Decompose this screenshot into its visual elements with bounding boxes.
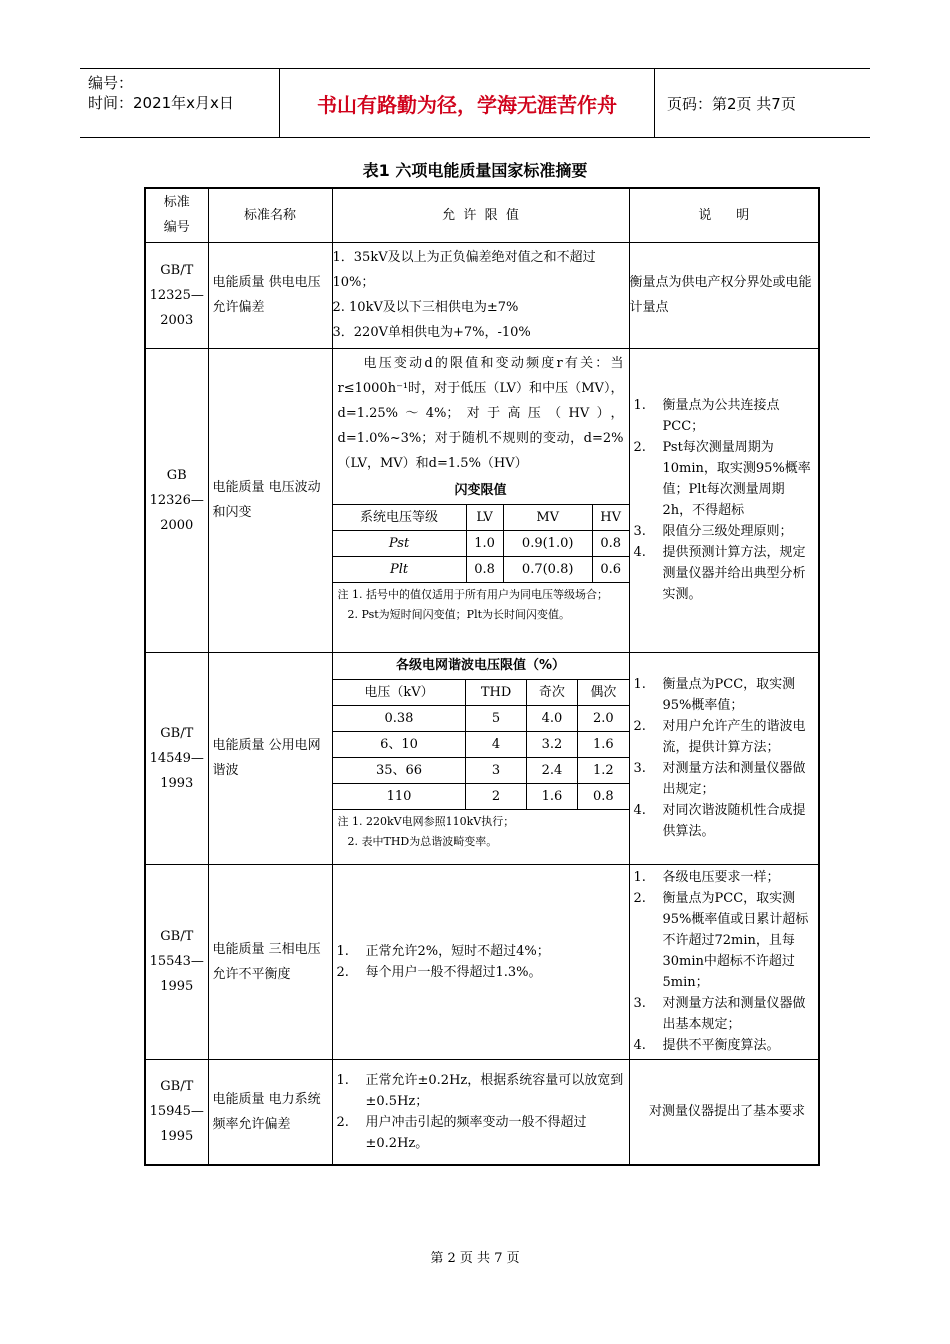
standard-name: 电能质量 电力系统频率允许偏差	[208, 1059, 332, 1165]
subtable-cell: 0.8	[592, 530, 628, 556]
header-meta	[80, 69, 280, 137]
subtable-cell: 110	[333, 783, 466, 809]
desc-list	[630, 867, 819, 1056]
standard-name: 电能质量 电压波动和闪变	[208, 348, 332, 652]
subtable-header: LV	[466, 504, 503, 530]
desc-cell: 衡量点为供电产权分界处或电能计量点	[629, 242, 819, 348]
desc-item: 4. 提供预测计算方法，规定测量仪器并给出典型分析实测。	[633, 545, 806, 602]
desc-item: 2. 衡量点为PCC，取实测95%概率值或日累计超标不许超过72min，且每30min中超标不许超过5min；	[633, 891, 809, 990]
desc-item: 3. 限值分三级处理原则；	[633, 524, 793, 539]
limit-list	[333, 1070, 629, 1154]
note-line: 2. 表中THD为总谐波畸变率。	[347, 834, 498, 848]
standard-code: GB 12326— 2000	[145, 348, 208, 652]
subtable-cell: 6、10	[333, 731, 466, 757]
limit-cell	[332, 348, 629, 652]
subtable-cell: 3	[466, 757, 526, 783]
limit-item: 1. 正常允许±0.2Hz，根据系统容量可以放宽到±0.5Hz；	[336, 1072, 624, 1109]
limit-cell	[332, 864, 629, 1059]
table-row	[145, 652, 819, 864]
col-header-code: 标准 编号	[145, 188, 208, 242]
limit-cell	[332, 242, 629, 348]
table-title: 表1 六项电能质量国家标准摘要	[362, 161, 588, 180]
subtable-title: 各级电网谐波电压限值（%）	[395, 657, 566, 673]
col-header-name: 标准名称	[208, 188, 332, 242]
table-row	[145, 242, 819, 348]
subtable-cell: 0.8	[466, 556, 503, 582]
table-row	[145, 1059, 819, 1165]
time-label: 时间：2021年x月x日	[88, 94, 234, 112]
subtable-cell: 2.4	[526, 757, 578, 783]
subtable-cell: 1.6	[578, 731, 629, 757]
desc-item: 2. 对用户允许产生的谐波电流，提供计算方法；	[633, 719, 806, 755]
subtable-cell: 0.7(0.8)	[503, 556, 592, 582]
col-header-limit: 允 许 限 值	[332, 188, 629, 242]
standards-table	[144, 187, 820, 1166]
limit-list	[333, 941, 629, 983]
limit-item: 1. 正常允许2%，短时不超过4%；	[336, 943, 550, 959]
table-note	[333, 810, 629, 854]
desc-item: 3. 对测量方法和测量仪器做出基本规定；	[633, 996, 806, 1032]
table-row	[145, 348, 819, 652]
standard-name: 电能质量 供电电压允许偏差	[208, 242, 332, 348]
desc-item: 4. 对同次谐波随机性合成提供算法。	[633, 803, 806, 839]
subtable-cell: 0.8	[578, 783, 629, 809]
limit-cell	[332, 1059, 629, 1165]
desc-list	[630, 674, 819, 842]
note-line: 注 1. 220kV电网参照110kV执行；	[337, 814, 515, 828]
desc-item: 3. 对测量方法和测量仪器做出规定；	[633, 761, 806, 797]
standard-name: 电能质量 公用电网谐波	[208, 652, 332, 864]
limit-item: 2. 用户冲击引起的频率变动一般不得超过±0.2Hz。	[336, 1114, 587, 1151]
subtable-cell: 0.38	[333, 705, 466, 731]
standard-code: GB/T 14549— 1993	[145, 652, 208, 864]
desc-item: 1. 衡量点为PCC，取实测95%概率值；	[633, 677, 796, 713]
desc-cell	[629, 652, 819, 864]
note-line: 2. Pst为短时间闪变值；Plt为长时间闪变值。	[347, 607, 571, 621]
subtable-header: 电压（kV）	[333, 679, 466, 705]
subtable-header: 偶次	[578, 679, 629, 705]
desc-cell	[629, 864, 819, 1059]
subtable-cell: 35、66	[333, 757, 466, 783]
col-header-desc: 说 明	[629, 188, 819, 242]
subtable-header: MV	[503, 504, 592, 530]
subtable-header: HV	[592, 504, 628, 530]
subtable-cell: 1.6	[526, 783, 578, 809]
subtable-header: 奇次	[526, 679, 578, 705]
table-header-row	[145, 188, 819, 242]
limit-intro: 电压变动d的限值和变动频度r有关：当r≤1000h⁻¹时，对于低压（LV）和中压（MV），d=1.25%～4%；对于高压（HV），d=1.0%~3%；对于随机不规则的变动，d=2%（LV，MV）和d=1.5%（HV）	[337, 355, 624, 471]
subtable-cell: Plt	[333, 556, 467, 582]
subtable-header: 系统电压等级	[333, 504, 467, 530]
header-motto: 书山有路勤为径，学海无涯苦作舟	[280, 69, 655, 137]
subtable-cell: 2.0	[578, 705, 629, 731]
limit-item: 2. 每个用户一般不得超过1.3%。	[336, 964, 542, 980]
standard-code: GB/T 12325— 2003	[145, 242, 208, 348]
limit-item: 3．220V单相供电为+7%，-10%	[332, 325, 531, 340]
desc-cell: 对测量仪器提出了基本要求	[629, 1059, 819, 1165]
subtable-cell: 4.0	[526, 705, 578, 731]
subtable-header: THD	[466, 679, 526, 705]
subtable-cell: 2	[466, 783, 526, 809]
desc-list	[630, 395, 819, 605]
standard-name: 电能质量 三相电压允许不平衡度	[208, 864, 332, 1059]
subtable-title: 闪变限值	[454, 482, 507, 498]
number-label: 编号：	[88, 74, 134, 92]
page-footer: 第 2 页 共 7 页	[430, 1251, 520, 1266]
desc-cell	[629, 348, 819, 652]
subtable-cell: 1.0	[466, 530, 503, 556]
standard-code: GB/T 15543— 1995	[145, 864, 208, 1059]
subtable-cell: 0.9(1.0)	[503, 530, 592, 556]
subtable-cell: 5	[466, 705, 526, 731]
desc-item: 4. 提供不平衡度算法。	[633, 1038, 780, 1053]
note-line: 注 1. 括号中的值仅适用于所有用户为同电压等级场合；	[337, 587, 608, 601]
standard-code: GB/T 15945— 1995	[145, 1059, 208, 1165]
subtable-cell: 0.6	[592, 556, 628, 582]
flicker-subtable	[333, 504, 629, 583]
subtable-cell: 3.2	[526, 731, 578, 757]
table-row	[145, 864, 819, 1059]
limit-cell	[332, 652, 629, 864]
subtable-cell: Pst	[333, 530, 467, 556]
desc-item: 1. 衡量点为公共连接点PCC；	[633, 398, 780, 434]
subtable-cell: 4	[466, 731, 526, 757]
desc-item: 2. Pst每次测量周期为10min，取实测95%概率值；Plt每次测量周期2h，不得超标	[633, 440, 811, 518]
limit-item: 1．35kV及以上为正负偏差绝对值之和不超过10%；	[332, 250, 596, 290]
limit-item: 2. 10kV及以下三相供电为±7%	[332, 300, 519, 315]
subtable-cell: 1.2	[578, 757, 629, 783]
table-note	[333, 583, 629, 627]
page-code: 页码：第2页 共7页	[667, 94, 796, 113]
desc-item: 1. 各级电压要求一样；	[633, 870, 780, 885]
page-header	[80, 68, 870, 138]
harmonic-subtable	[333, 679, 629, 810]
